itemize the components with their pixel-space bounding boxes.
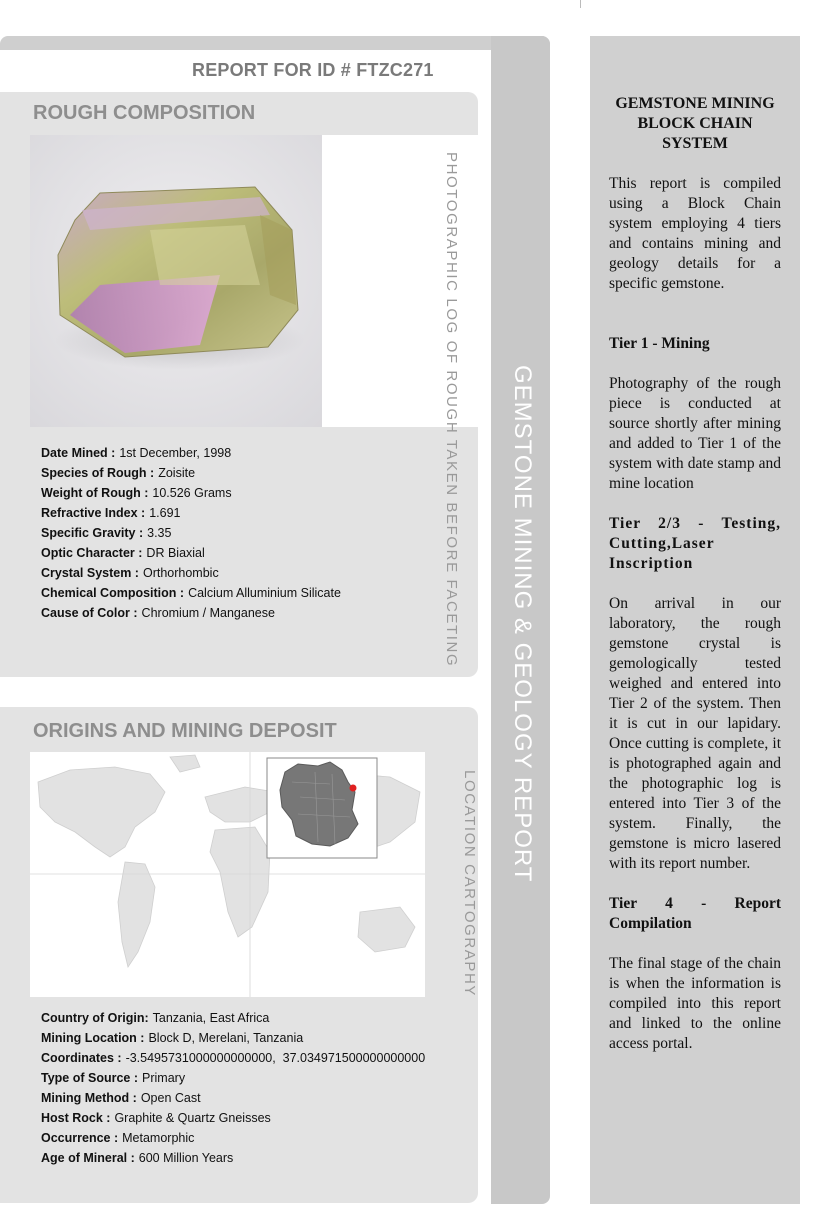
origins-heading: ORIGINS AND MINING DEPOSIT bbox=[33, 720, 337, 742]
detail-label: Refractive Index : bbox=[41, 506, 146, 520]
tier1-text: Photography of the rough piece is conducted at source shortly after mining and added to Tier 1 of the system with date stamp and mine location bbox=[609, 375, 781, 492]
detail-value: Tanzania, East Africa bbox=[152, 1011, 270, 1025]
detail-label: Specific Gravity : bbox=[41, 526, 144, 540]
location-map bbox=[30, 752, 425, 997]
world-map-image bbox=[30, 752, 425, 997]
detail-value: Chromium / Manganese bbox=[141, 606, 275, 620]
detail-row-source-type bbox=[41, 1068, 425, 1088]
detail-value: Orthorhombic bbox=[142, 566, 219, 580]
detail-row-weight bbox=[41, 483, 341, 503]
origin-details-list bbox=[41, 1008, 425, 1168]
tier4-text: The final stage of the chain is when the information is compiled into this report and linked to the online access portal. bbox=[609, 955, 781, 1052]
detail-value: Metamorphic bbox=[122, 1131, 195, 1145]
detail-row-occurrence bbox=[41, 1128, 425, 1148]
mine-location-marker-icon bbox=[350, 785, 357, 792]
photo-caption: PHOTOGRAPHIC LOG OF ROUGH TAKEN BEFORE FACETING bbox=[443, 152, 460, 668]
rough-photo bbox=[30, 135, 322, 427]
rough-photo-area bbox=[30, 135, 478, 427]
detail-value: 600 Million Years bbox=[138, 1151, 234, 1165]
detail-value: Calcium Alluminium Silicate bbox=[188, 586, 341, 600]
detail-value: Zoisite bbox=[158, 466, 196, 480]
detail-row-crystal-system bbox=[41, 563, 341, 583]
detail-label: Mining Location : bbox=[41, 1031, 145, 1045]
detail-value: 1st December, 1998 bbox=[119, 446, 232, 460]
detail-row-refractive-index bbox=[41, 503, 341, 523]
detail-row-host-rock bbox=[41, 1108, 425, 1128]
top-divider bbox=[580, 0, 581, 8]
detail-label: Species of Rough : bbox=[41, 466, 155, 480]
map-caption: LOCATION CARTOGRAPHY bbox=[461, 770, 478, 998]
detail-label: Coordinates : bbox=[41, 1051, 122, 1065]
detail-value: Graphite & Quartz Gneisses bbox=[114, 1111, 271, 1125]
header-bar bbox=[0, 36, 550, 50]
detail-label: Optic Character : bbox=[41, 546, 143, 560]
gemstone-crystal-image bbox=[30, 135, 322, 427]
sidebar-intro: This report is compiled using a Block Chain system employing 4 tiers and contains mining and geology details for a specific gemstone. bbox=[609, 175, 781, 292]
detail-label: Occurrence : bbox=[41, 1131, 119, 1145]
sidebar-content bbox=[609, 94, 781, 1074]
detail-value: Block D, Merelani, Tanzania bbox=[148, 1031, 304, 1045]
detail-label: Cause of Color : bbox=[41, 606, 138, 620]
detail-row-date-mined bbox=[41, 443, 341, 463]
detail-row-optic-character bbox=[41, 543, 341, 563]
detail-label: Country of Origin: bbox=[41, 1011, 149, 1025]
detail-label: Mining Method : bbox=[41, 1091, 137, 1105]
vertical-report-title: GEMSTONE MINING & GEOLOGY REPORT bbox=[509, 365, 536, 883]
detail-row-mining-location bbox=[41, 1028, 425, 1048]
detail-value: DR Biaxial bbox=[146, 546, 205, 560]
detail-value: 3.35 bbox=[147, 526, 172, 540]
detail-row-chemical-composition bbox=[41, 583, 341, 603]
detail-value: 10.526 Grams bbox=[152, 486, 232, 500]
rough-composition-heading: ROUGH COMPOSITION bbox=[33, 102, 256, 124]
detail-row-species bbox=[41, 463, 341, 483]
detail-value: Primary bbox=[142, 1071, 186, 1085]
detail-label: Type of Source : bbox=[41, 1071, 139, 1085]
detail-label: Date Mined : bbox=[41, 446, 116, 460]
detail-row-mining-method bbox=[41, 1088, 425, 1108]
detail-label: Weight of Rough : bbox=[41, 486, 149, 500]
blockchain-sidebar bbox=[590, 36, 800, 1204]
detail-row-cause-of-color bbox=[41, 603, 341, 623]
detail-row-country bbox=[41, 1008, 425, 1028]
detail-value: Open Cast bbox=[140, 1091, 201, 1105]
detail-row-age bbox=[41, 1148, 425, 1168]
detail-label: Crystal System : bbox=[41, 566, 139, 580]
detail-value: -3.5495731000000000000, 37.034971500000000000 bbox=[125, 1051, 426, 1065]
rough-details-list bbox=[41, 443, 341, 623]
tier23-heading: Tier 2/3 - Testing, Cutting,Laser Inscription bbox=[609, 515, 781, 572]
detail-label: Host Rock : bbox=[41, 1111, 111, 1125]
report-title: REPORT FOR ID # FTZC271 bbox=[192, 60, 434, 80]
sidebar-title: GEMSTONE MINING BLOCK CHAIN SYSTEM bbox=[615, 95, 775, 152]
detail-label: Age of Mineral : bbox=[41, 1151, 135, 1165]
detail-row-coordinates bbox=[41, 1048, 425, 1068]
tier23-text: On arrival in our laboratory, the rough gemstone crystal is gemologically tested weighed and entered into Tier 2 of the system. Then it is cut in our lapidary. Once cutting is complete, it is photographed again and the photographic log is entered into Tier 3 of the system. Finally, the gemstone is micro lasered with its report number. bbox=[609, 595, 781, 872]
tier1-heading: Tier 1 - Mining bbox=[609, 335, 710, 352]
detail-value: 1.691 bbox=[149, 506, 181, 520]
detail-row-specific-gravity bbox=[41, 523, 341, 543]
detail-label: Chemical Composition : bbox=[41, 586, 185, 600]
tier4-heading: Tier 4 - Report Compilation bbox=[609, 895, 781, 932]
